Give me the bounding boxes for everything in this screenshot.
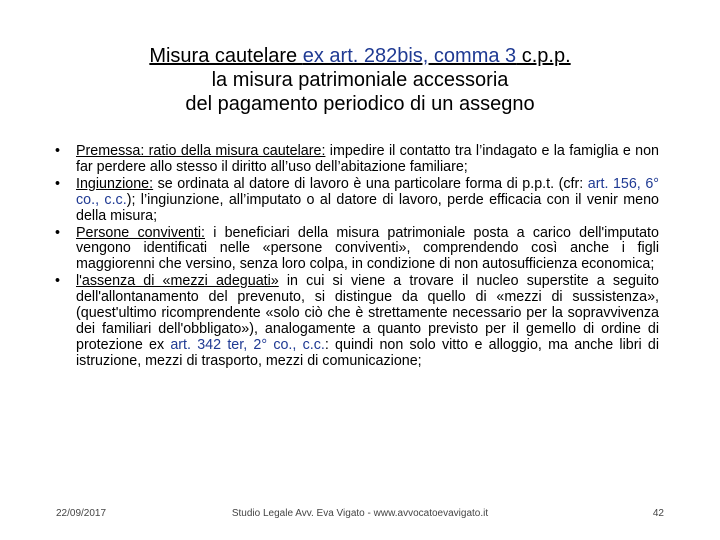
bullet-text: i beneficiari della misura patrimoniale posta a carico dell'imputato vengono identificati nelle «persone conviventi», comprendendo così anche i figli maggiorenni che versino, senza loro colpa, in condizione di non autosufficienza economica;	[76, 224, 659, 273]
article-reference-link[interactable]: art. 342 ter, 2° co., c.c.	[170, 336, 325, 353]
footer-date: 22/09/2017	[56, 508, 107, 519]
bullet-list	[55, 144, 659, 370]
bullet-lead: Persone conviventi:	[76, 224, 205, 241]
article-reference-link[interactable]: art. 156, 6° co., c.c.	[76, 175, 659, 208]
bullet-icon: •	[55, 273, 61, 290]
bullet-text: in cui si viene a trovare il nucleo superstite a seguito dell'allontanamento del prevenuto, si distingue da quello di «mezzi di sussistenza», (quest'ultimo ricomprendente «solo ciò che è strettamente necessario per la sopravvivenza dei familiari dell'obbligato»), analogamente a quanto previsto per il gemello di ordine di protezione ex	[76, 273, 659, 353]
bullet-text: ); l’ingiunzione, all’imputato o al datore di lavoro, perde efficacia con il venir meno della misura;	[76, 191, 659, 224]
bullet-item-ingiunzione	[55, 177, 659, 225]
title-line-1	[60, 44, 660, 68]
title-line-2: la misura patrimoniale accessoria	[211, 69, 509, 91]
slide-title	[60, 44, 660, 116]
title-line-1-prefix: Misura cautelare	[149, 45, 303, 67]
bullet-item-persone-conviventi	[55, 226, 659, 274]
bullet-text: impedire il contatto tra l’indagato e la famiglia e non far perdere allo stesso il diritto all’uso dell’abitazione familiare;	[76, 143, 659, 175]
title-line-1-suffix: c.p.p.	[516, 45, 571, 67]
bullet-text: se ordinata al datore di lavoro è una particolare forma di p.p.t. (cfr:	[153, 175, 588, 192]
footer-firm: Studio Legale Avv. Eva Vigato - www.avvocatoevavigato.it	[231, 508, 489, 519]
bullet-icon: •	[55, 143, 61, 159]
bullet-item-premessa	[55, 144, 659, 176]
title-line-3: del pagamento periodico di un assegno	[185, 93, 535, 115]
bullet-item-mezzi-adeguati	[55, 274, 659, 369]
slide-number: 42	[652, 508, 664, 519]
bullet-text: : quindi non solo vitto e alloggio, ma anche libri di istruzione, mezzi di trasporto, mezzi di comunicazione;	[76, 336, 659, 369]
bullet-lead: Ingiunzione:	[76, 175, 154, 192]
bullet-lead: Premessa: ratio della misura cautelare:	[76, 143, 326, 159]
bullet-lead: l'assenza di «mezzi adeguati»	[76, 273, 279, 290]
title-article-reference-link[interactable]: ex art. 282bis, comma 3	[302, 45, 517, 67]
slide-body	[55, 144, 659, 371]
bullet-icon: •	[55, 224, 61, 241]
bullet-icon: •	[55, 175, 61, 192]
